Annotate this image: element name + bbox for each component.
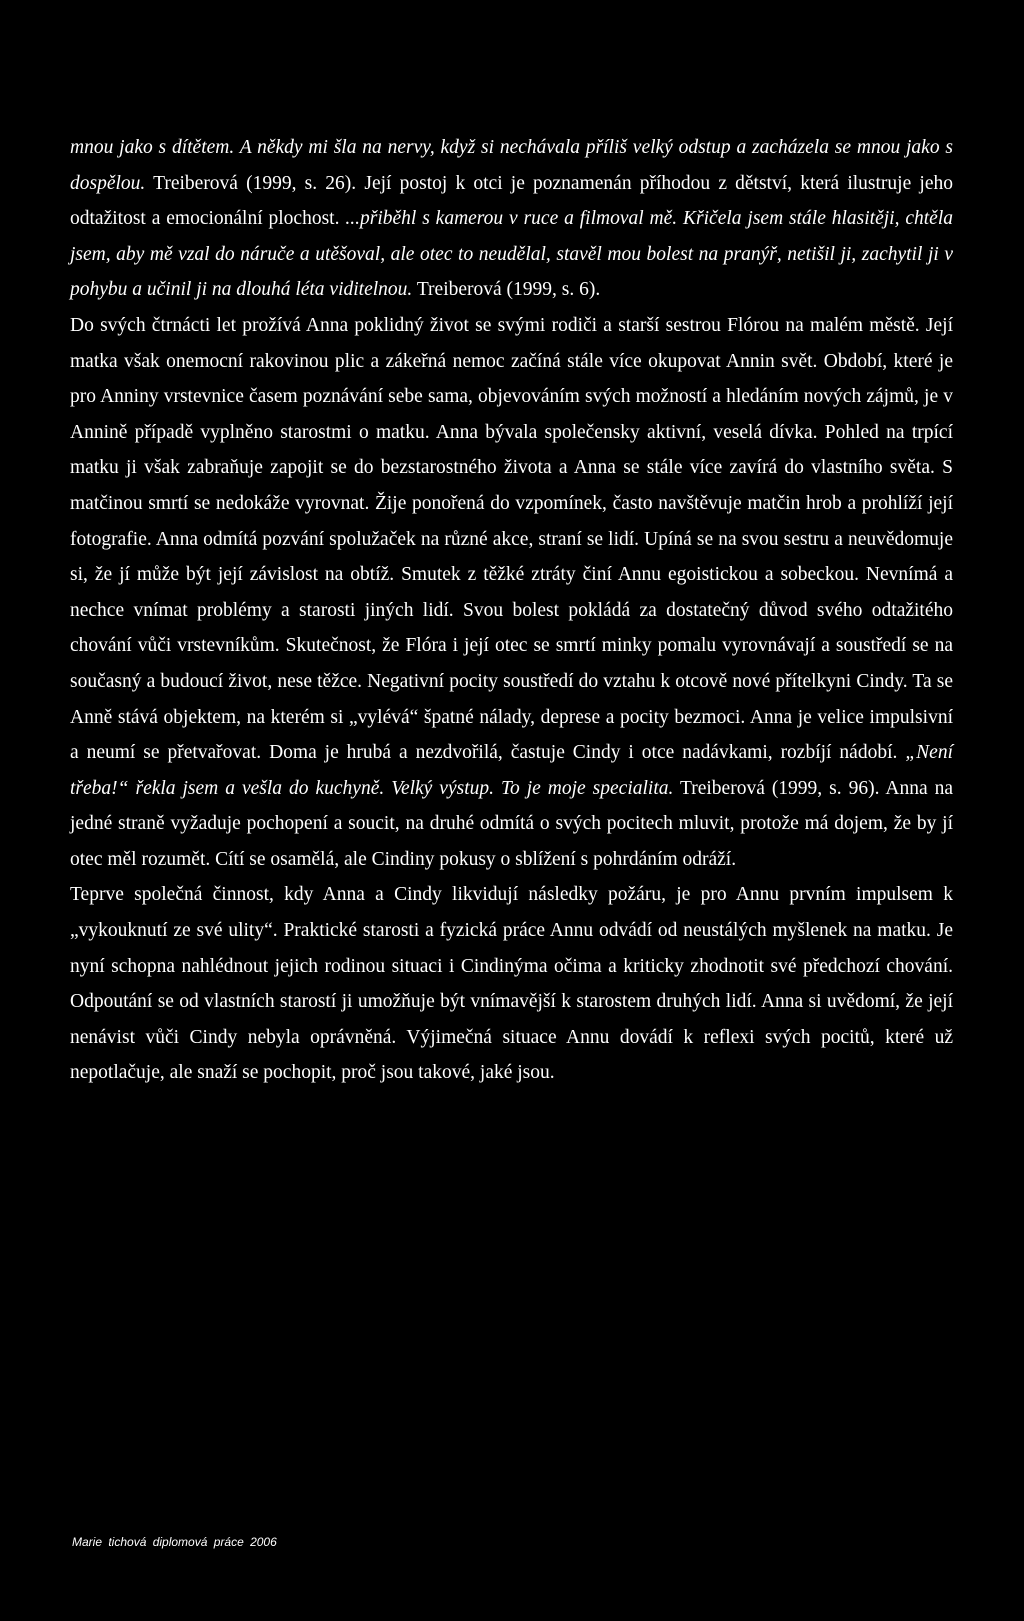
document-body — [70, 130, 953, 1091]
text-segment: Treiberová (1999, s. 6). — [412, 279, 601, 301]
text-segment: Treiberová (1999, s. 96). Anna na jedné straně vyžaduje pochopení a soucit, na druhé odmítá o svých pocitech mluvit, protože má dojem, že by jí otec měl rozumět. Cítí se osamělá, ale Cindiny pokusy o sblížení s pohrdáním odráží. — [70, 777, 953, 870]
quote-segment: ...přiběhl s kamerou v ruce a filmoval mě. Křičela jsem stále hlasitěji, chtěla jsem, aby mě vzal do náruče a utěšoval, ale otec to neudělal, stavěl mou bolest na pranýř, netišil ji, zachytil ji v pohybu a učinil ji na dlouhá léta viditelnou. — [70, 208, 953, 301]
paragraph-1 — [70, 130, 953, 308]
text-segment: Teprve společná činnost, kdy Anna a Cindy likvidují následky požáru, je pro Annu prvním impulsem k „vykouknutí ze své ulity“. Praktické starosti a fyzická práce Annu odvádí od neustálých myšlenek na matku. Je nyní schopna nahlédnout jejich rodinou situaci i Cindinýma očima a kriticky zhodnotit své předchozí chování. Odpoutání se od vlastních starostí ji umožňuje být vnímavější k starostem druhých lidí. Anna si uvědomí, že její nenávist vůči Cindy nebyla oprávněná. Výjimečná situace Annu dovádí k reflexi svých pocitů, které už nepotlačuje, ale snaží se pochopit, proč jsou takové, jaké jsou. — [70, 884, 953, 1084]
quote-segment: „Není třeba!“ řekla jsem a vešla do kuchyně. Velký výstup. To je moje specialita. — [70, 742, 953, 799]
paragraph-2 — [70, 308, 953, 878]
quote-segment: mnou jako s dítětem. A někdy mi šla na nervy, když si nechávala příliš velký odstup a zacházela se mnou jako s dospělou. — [70, 137, 953, 194]
text-segment: Do svých čtrnácti let prožívá Anna poklidný život se svými rodiči a starší sestrou Flórou na malém městě. Její matka však onemocní rakovinou plic a zákeřná nemoc začíná stále více okupovat Annin svět. Období, které je pro Anniny vrstevnice časem poznávání sebe sama, objevováním svých možností a hledáním nových zájmů, je v Annině případě vyplněno starostmi o matku. Anna bývala společensky aktivní, veselá dívka. Pohled na trpící matku ji však zabraňuje zapojit se do bezstarostného života a Anna se stále více zavírá do vlastního světa. S matčinou smrtí se nedokáže vyrovnat. Žije ponořená do vzpomínek, často navštěvuje matčin hrob a prohlíží její fotografie. Anna odmítá pozvání spolužaček na různé akce, straní se lidí. Upíná se na svou sestru a neuvědomuje si, že jí může být její závislost na obtíž. Smutek z těžké ztráty činí Annu egoistickou a sobeckou. Nevnímá a nechce vnímat problémy a starosti jiných lidí. Svou bolest pokládá za dostatečný důvod svého odtažitého chování vůči vrstevníkům. Skutečnost, že Flóra i její otec se smrtí minky pomalu vyrovnávají a soustředí se na současný a budoucí život, nese těžce. Negativní pocity soustředí do vztahu k otcově nové přítelkyni Cindy. Ta se Anně stává objektem, na kterém si „vylévá“ špatné nálady, deprese a pocity bezmoci. Anna je velice impulsivní a neumí se přetvařovat. Doma je hrubá a nezdvořilá, častuje Cindy i otce nadávkami, rozbíjí nádobí. — [70, 314, 953, 764]
text-segment: Treiberová (1999, s. 26). Její postoj k otci je poznamenán příhodou z dětství, která ilustruje jeho odtažitost a emocionální plochost. — [70, 172, 953, 230]
page-footer: Marie tichová diplomová práce 2006 — [72, 1535, 277, 1549]
paragraph-3 — [70, 877, 953, 1091]
